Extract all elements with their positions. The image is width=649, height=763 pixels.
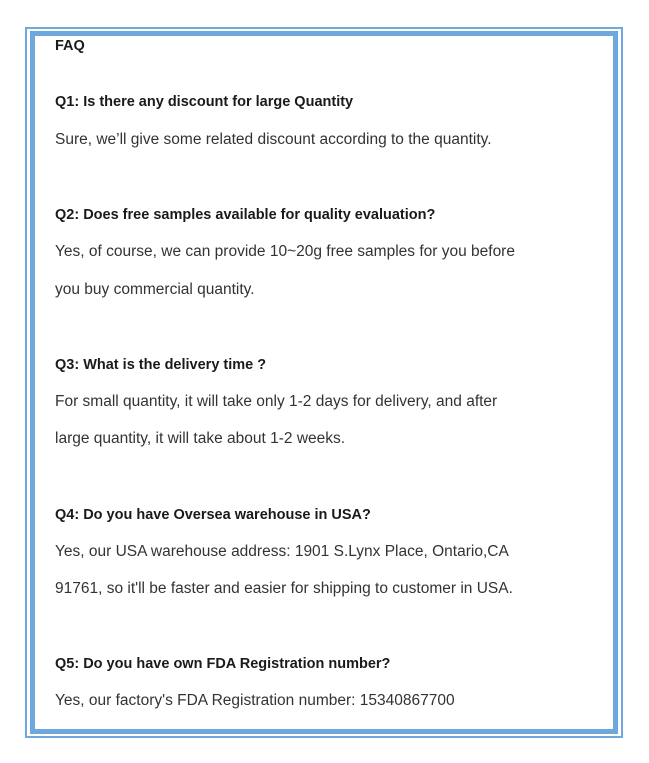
faq-item-4 [55,505,610,599]
faq-answer-5-line-1: Yes, our factory's FDA Registration number: 15340867700 [55,692,455,709]
faq-item-1 [55,92,610,150]
faq-question-4: Q4: Do you have Oversea warehouse in USA? [55,507,371,523]
faq-answer-2-line-1: Yes, of course, we can provide 10~20g free samples for you before [55,243,515,260]
faq-answer-4-line-1: Yes, our USA warehouse address: 1901 S.Lynx Place, Ontario,CA [55,543,509,560]
faq-title: FAQ [55,38,85,54]
faq-item-2 [55,205,610,300]
faq-answer-3-line-1: For small quantity, it will take only 1-2 days for delivery, and after [55,393,498,410]
faq-answer-2-line-2: you buy commercial quantity. [55,281,255,298]
faq-answer-1-line-1: Sure, we’ll give some related discount according to the quantity. [55,131,492,148]
faq-item-5 [55,654,610,711]
faq-answer-4-line-2: 91761, so it'll be faster and easier for shipping to customer in USA. [55,580,513,597]
faq-answer-3-line-2: large quantity, it will take about 1-2 weeks. [55,430,346,447]
faq-question-1: Q1: Is there any discount for large Quantity [55,94,354,110]
faq-item-3 [55,355,610,449]
faq-question-2: Q2: Does free samples available for quality evaluation? [55,207,436,223]
faq-question-5: Q5: Do you have own FDA Registration number? [55,656,391,672]
faq-question-3: Q3: What is the delivery time ? [55,357,267,373]
